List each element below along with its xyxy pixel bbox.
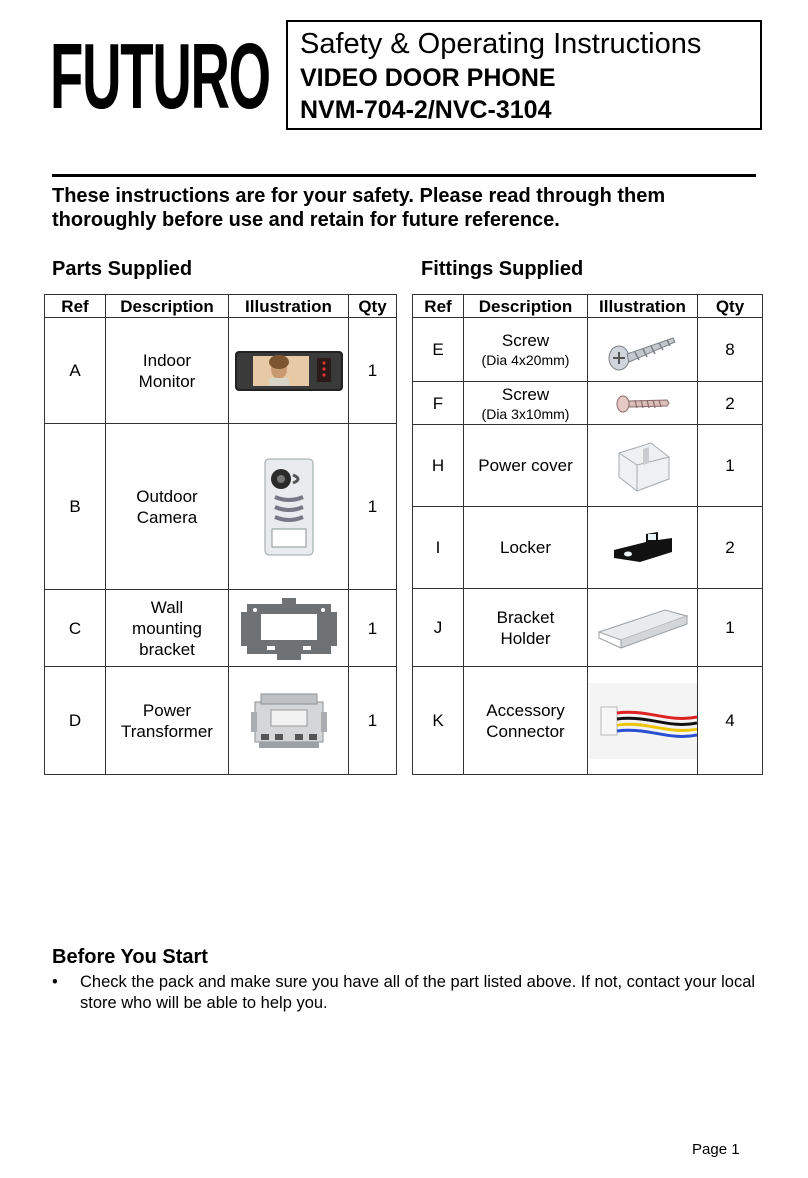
ref-cell: A (45, 318, 106, 424)
description-subline: (Dia 3x10mm) (481, 405, 570, 422)
description-cell (464, 382, 588, 425)
header-divider (52, 174, 756, 177)
description-line: Connector (486, 721, 565, 741)
accessory-connector-illustration (589, 683, 697, 759)
col-description: Description (106, 295, 229, 318)
parts-supplied-heading: Parts Supplied (52, 258, 193, 280)
ref-cell: C (45, 590, 106, 667)
qty-cell: 1 (349, 318, 397, 424)
col-illustration: Illustration (588, 295, 698, 318)
description-cell (106, 590, 229, 667)
qty-cell: 1 (698, 425, 763, 507)
description-cell (106, 667, 229, 775)
description-cell (464, 667, 588, 775)
page-number: Page 1 (692, 1141, 740, 1158)
table-row (413, 425, 763, 507)
ref-cell: J (413, 589, 464, 667)
illustration-cell (588, 507, 698, 589)
qty-cell: 2 (698, 382, 763, 425)
description-line: Outdoor (136, 486, 198, 506)
description-line: Accessory (486, 700, 565, 720)
table-row (45, 667, 397, 775)
ref-cell: D (45, 667, 106, 775)
table-row (413, 589, 763, 667)
description-line: Holder (500, 628, 551, 648)
ref-cell: K (413, 667, 464, 775)
parts-table (44, 294, 397, 775)
description-cell (106, 318, 229, 424)
description-subline: (Dia 4x20mm) (481, 352, 570, 368)
col-illustration: Illustration (229, 295, 349, 318)
description-line: Camera (136, 507, 198, 527)
col-qty: Qty (349, 295, 397, 318)
list-item-text: Check the pack and make sure you have all of the part listed above. If not, contact your local store who will be able to help you. (80, 973, 756, 1012)
fittings-supplied-heading: Fittings Supplied (421, 258, 584, 280)
outdoor-camera-illustration (261, 457, 317, 557)
illustration-cell (588, 382, 698, 425)
col-ref: Ref (45, 295, 106, 318)
qty-cell: 4 (698, 667, 763, 775)
description-line: Monitor (138, 371, 196, 391)
table-row (413, 382, 763, 425)
ref-cell: I (413, 507, 464, 589)
illustration-cell (229, 667, 349, 775)
qty-cell: 1 (349, 590, 397, 667)
description-line: Screw (501, 384, 550, 404)
description-cell (464, 318, 588, 382)
illustration-cell (588, 425, 698, 507)
illustration-cell (588, 589, 698, 667)
brand-logo: FUTURO (50, 24, 270, 129)
description-line: Bracket (496, 607, 555, 627)
col-description: Description (464, 295, 588, 318)
qty-cell: 1 (349, 424, 397, 590)
table-row (413, 318, 763, 382)
qty-cell: 1 (349, 667, 397, 775)
illustration-cell (588, 667, 698, 775)
description-line: mounting (132, 618, 202, 638)
table-row (45, 318, 397, 424)
product-name: VIDEO DOOR PHONE (300, 64, 556, 92)
description-line: Power cover (478, 456, 573, 475)
illustration-cell (588, 318, 698, 382)
safety-intro: These instructions are for your safety. Please read through them thoroughly before use and retain for future reference. (52, 185, 666, 231)
ref-cell: F (413, 382, 464, 425)
ref-cell: E (413, 318, 464, 382)
title-box (286, 20, 762, 130)
screw-small-illustration (613, 390, 673, 416)
description-cell (464, 507, 588, 589)
description-line: Screw (501, 331, 550, 350)
before-you-start-heading: Before You Start (52, 946, 208, 968)
bullet-icon: • (52, 973, 58, 991)
table-row (413, 507, 763, 589)
illustration-cell (229, 424, 349, 590)
wall-bracket-illustration (237, 594, 341, 662)
qty-cell: 2 (698, 507, 763, 589)
qty-cell: 1 (698, 589, 763, 667)
table-row (45, 590, 397, 667)
screw-large-illustration (603, 322, 683, 378)
power-cover-illustration (611, 435, 675, 497)
description-cell (464, 425, 588, 507)
bracket-holder-illustration (595, 602, 691, 654)
indoor-monitor-illustration (233, 348, 345, 394)
model-number: NVM-704-2/NVC-3104 (300, 96, 552, 124)
col-ref: Ref (413, 295, 464, 318)
ref-cell: B (45, 424, 106, 590)
illustration-cell (229, 590, 349, 667)
description-line: Locker (499, 538, 552, 557)
col-qty: Qty (698, 295, 763, 318)
description-cell (106, 424, 229, 590)
document-title: Safety & Operating Instructions (300, 28, 702, 60)
qty-cell: 8 (698, 318, 763, 382)
power-transformer-illustration (249, 690, 329, 752)
description-line: bracket (139, 639, 195, 659)
fittings-table (412, 294, 763, 775)
description-line: Wall (150, 597, 184, 617)
parts-header-row (45, 295, 397, 318)
before-you-start-list (52, 972, 772, 1014)
table-row (45, 424, 397, 590)
locker-illustration (610, 528, 676, 568)
fittings-header-row (413, 295, 763, 318)
table-row (413, 667, 763, 775)
description-cell (464, 589, 588, 667)
description-line: Power (142, 700, 192, 720)
illustration-cell (229, 318, 349, 424)
ref-cell: H (413, 425, 464, 507)
list-item (52, 972, 772, 1014)
description-line: Transformer (121, 721, 213, 741)
description-line: Indoor (142, 350, 192, 370)
